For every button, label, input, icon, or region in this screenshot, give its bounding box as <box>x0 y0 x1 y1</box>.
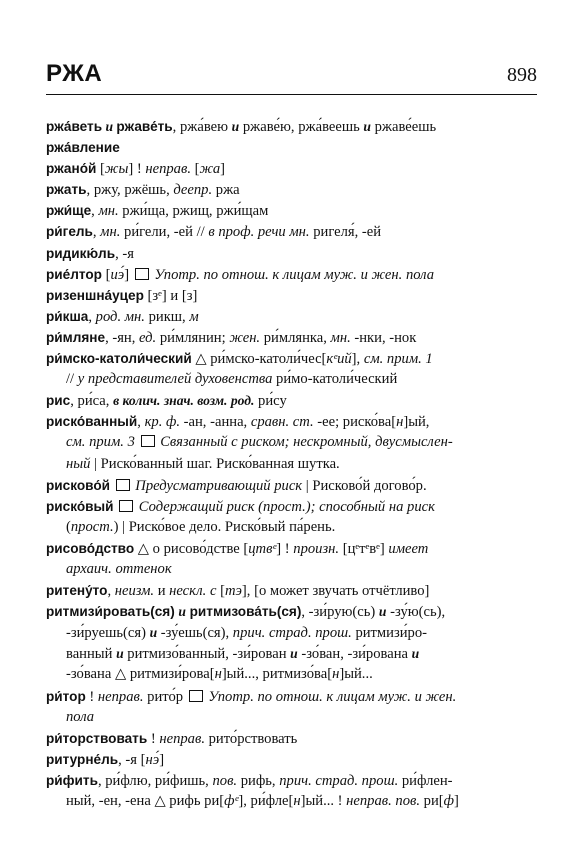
text-line <box>46 728 538 749</box>
text-segment: н <box>293 793 301 809</box>
text-segment: ригеля́, -ей <box>309 224 382 241</box>
text-segment: нэ́ <box>145 751 160 768</box>
running-head-word: РЖА <box>46 60 103 87</box>
text-segment: [ <box>190 161 200 178</box>
text-segment: ]ый, <box>403 414 430 431</box>
text-segment: ржа <box>212 182 240 199</box>
text-line <box>46 432 538 453</box>
text-segment: -зо́ван, -зи́рована <box>297 646 412 663</box>
header-rule <box>46 94 537 95</box>
text-segment: [ <box>101 266 111 283</box>
text-segment: , -я [ <box>118 751 146 768</box>
text-segment: мн. <box>330 329 351 346</box>
headword: рисково́й <box>46 477 110 493</box>
text-segment: -зу́ю(сь), <box>386 604 446 621</box>
headword: ри́мско-католи́ческий <box>46 351 192 367</box>
text-segment: прич. страд. прош. <box>232 625 352 642</box>
headword: ри́кша <box>46 308 89 324</box>
text-segment: ри́мо-католи́ческий <box>272 371 398 388</box>
text-segment: мн. <box>100 224 121 241</box>
text-segment: рито́р <box>143 688 187 705</box>
text-segment: архаич. оттенок <box>66 560 172 577</box>
text-segment: ]ый... ! <box>300 793 347 809</box>
text-line <box>46 538 538 559</box>
text-segment: ри́су <box>254 393 287 410</box>
headword: ри́мляне <box>46 329 106 345</box>
text-segment: ри́млянка, <box>260 329 331 346</box>
text-segment: -ан, -анна, <box>180 414 251 431</box>
text-segment: и <box>290 646 298 662</box>
text-segment: ] <box>124 266 133 283</box>
headword: риско́ванный <box>46 414 138 430</box>
text-segment: фᵉ <box>224 793 239 809</box>
text-segment: ], <box>351 351 364 368</box>
text-line <box>46 475 538 496</box>
text-line <box>46 411 538 432</box>
text-segment: ], [о может звучать отчётливо] <box>241 583 430 600</box>
text-segment: -зи́руешь(ся) <box>66 625 150 642</box>
text-segment: и <box>231 119 240 134</box>
text-segment: [ <box>96 161 105 178</box>
text-segment: ( <box>66 518 71 535</box>
text-segment <box>110 478 114 494</box>
text-segment: рифь, <box>237 772 280 789</box>
text-line <box>46 496 538 517</box>
headword: ритмизова́ть(ся) <box>189 604 302 620</box>
text-line <box>46 686 538 707</box>
text-segment: н <box>396 414 404 431</box>
text-segment: ] <box>220 161 226 178</box>
text-segment: ный, -ен, -ена △ рифь ри[ <box>66 793 225 809</box>
box-icon <box>189 690 203 702</box>
text-line <box>46 622 538 643</box>
text-segment: в проф. речи мн. <box>208 224 310 241</box>
text-segment: , <box>88 308 96 325</box>
text-line <box>46 179 538 200</box>
text-segment: Предусматривающий риск <box>131 477 303 494</box>
text-segment: ! <box>147 730 160 747</box>
text-segment: [зᵉ] и [з] <box>143 287 198 304</box>
headword: ри́гель <box>46 224 93 240</box>
text-segment: и <box>178 604 186 620</box>
headword: ржи́ще <box>46 203 92 219</box>
text-segment: рикш, <box>144 308 190 325</box>
headword: ржано́й <box>46 161 97 177</box>
headword: ри́фить <box>46 772 98 788</box>
box-icon <box>135 268 149 280</box>
text-segment: | Рисково́й догово́р. <box>302 477 427 494</box>
box-icon <box>119 500 133 512</box>
headword: ржать <box>46 182 87 198</box>
text-segment: и <box>154 583 170 600</box>
text-segment: ритмизи́ро- <box>351 625 428 642</box>
text-segment: ) | Риско́вое дело. Риско́вый па́рень. <box>113 518 336 535</box>
headword: рисово́дство <box>46 540 135 556</box>
text-segment: неизм. <box>114 583 155 600</box>
text-segment: прич. страд. прош. <box>279 772 399 789</box>
text-segment: кр. ф. <box>144 414 181 431</box>
text-segment: пов. <box>212 772 238 789</box>
text-segment <box>113 499 117 515</box>
text-line <box>46 580 538 601</box>
text-segment: н <box>332 666 340 683</box>
text-line <box>46 749 538 770</box>
text-segment: рито́рствовать <box>204 730 298 747</box>
text-segment: см. прим. 1 <box>363 351 433 368</box>
text-segment: ] <box>454 793 459 809</box>
text-segment: -ее; риско́ва[ <box>313 414 397 431</box>
headword: ржа́вление <box>46 140 120 156</box>
headword: ри́торствовать <box>46 730 148 746</box>
text-line <box>46 116 538 137</box>
text-segment: ] ! <box>128 161 146 178</box>
text-segment: ]ый... <box>339 666 373 683</box>
text-line <box>46 137 538 158</box>
text-segment <box>135 434 139 450</box>
text-segment: и <box>149 625 158 641</box>
text-segment: -нки, -нок <box>350 329 417 346</box>
text-segment: жы <box>104 161 129 178</box>
text-segment: деепр. <box>173 182 213 199</box>
headword: ритурне́ль <box>46 751 119 767</box>
text-segment: ритмизо́ванный, -зи́рован <box>123 646 291 663</box>
text-line <box>46 306 538 327</box>
text-segment: , ри́флю, ри́фишь, <box>97 772 213 789</box>
text-segment: имеет <box>388 540 429 557</box>
text-segment: неправ. <box>145 161 191 178</box>
text-segment: прост. <box>70 518 114 535</box>
text-segment: , -ян, <box>105 329 140 346</box>
text-segment: тэ <box>224 583 242 600</box>
text-segment: , <box>91 203 99 220</box>
text-line <box>46 643 538 664</box>
text-segment: ! <box>85 688 98 705</box>
text-segment: ванный <box>66 646 117 663</box>
text-segment: мн. <box>98 203 119 220</box>
text-segment: -зо́вана △ ритмизи́рова[ <box>66 666 215 683</box>
text-segment: неправ. пов. <box>346 793 420 809</box>
text-line <box>46 158 538 179</box>
text-segment: и <box>411 646 420 662</box>
headword: риско́вый <box>46 498 114 514</box>
text-segment: ри[ <box>420 793 444 809</box>
text-segment: у представителей духовенства <box>77 371 273 388</box>
page-header <box>46 60 537 88</box>
text-segment: Употр. по отнош. к лицам муж. и жен. <box>204 688 457 705</box>
text-segment: , <box>137 414 145 431</box>
headword: ридикю́ль <box>46 245 116 261</box>
text-line <box>46 200 538 221</box>
text-segment: ный <box>66 455 91 472</box>
text-line <box>46 369 538 390</box>
text-segment: , <box>107 583 115 600</box>
text-segment: ржи́ща, ржищ, ржи́щам <box>118 203 269 220</box>
text-segment: жа <box>199 161 221 178</box>
text-segment: произн. <box>293 540 340 557</box>
text-segment: , ржу, ржёшь, <box>86 182 174 199</box>
box-icon <box>116 479 130 491</box>
text-line <box>46 791 538 812</box>
text-segment: цтвᵉ <box>248 540 277 557</box>
text-segment: м <box>189 308 199 325</box>
text-segment: ед. <box>139 329 157 346</box>
headword: ризеншна́уцер <box>46 287 144 303</box>
text-segment: ржаве́ю, ржа́веешь <box>239 119 364 135</box>
text-segment: Связанный с риском; нескромный, двусмыслен- <box>156 434 453 451</box>
text-segment: и <box>378 604 387 620</box>
text-segment: пола <box>66 708 95 725</box>
text-segment: н <box>214 666 222 683</box>
headword: ржа́веть <box>46 119 103 134</box>
text-segment: ], ри́фле[ <box>238 793 294 809</box>
text-line <box>46 327 538 348</box>
text-segment: [цᵉтᵉвᵉ] <box>339 540 389 557</box>
text-segment: неправ. <box>159 730 205 747</box>
text-segment: и <box>363 119 371 134</box>
text-segment: , ри́са, <box>70 393 114 410</box>
text-segment: , ржа́вею <box>172 119 232 135</box>
text-line <box>46 454 538 475</box>
text-segment: род. мн. <box>95 308 145 325</box>
text-segment: кᵉий <box>326 351 352 368</box>
text-line <box>46 601 538 622</box>
text-segment: △ о рисово́дстве [ <box>134 540 249 557</box>
text-segment: неправ. <box>97 688 144 705</box>
text-segment: и <box>116 646 124 662</box>
text-segment: Употр. по отнош. к лицам муж. и жен. пола <box>150 266 435 283</box>
text-line <box>46 707 538 728</box>
text-segment: ри́млянин; <box>156 329 230 346</box>
text-segment: ]ый..., ритмизо́ва[ <box>221 666 333 683</box>
headword: рие́лтор <box>46 266 102 282</box>
headword: ритмизи́ровать(ся) <box>46 604 175 620</box>
text-segment: см. прим. 3 <box>66 434 135 451</box>
text-segment: жен. <box>229 329 261 346</box>
box-icon <box>141 435 155 447</box>
text-segment: [ <box>216 583 225 600</box>
text-line <box>46 390 538 411</box>
text-segment: Содержащий риск (прост.); способный на риск <box>135 498 435 515</box>
text-segment: , <box>92 224 101 241</box>
headword: ри́тор <box>46 688 86 704</box>
text-segment: ] ! <box>276 540 294 557</box>
text-segment: // <box>66 371 78 388</box>
text-segment: иэ́ <box>110 266 125 283</box>
text-segment: -зу́ешь(ся), <box>157 625 233 642</box>
headword: ритену́то <box>46 583 108 599</box>
text-line <box>46 264 538 285</box>
text-line <box>46 243 538 264</box>
text-segment: нескл. с <box>169 583 217 600</box>
text-segment: | Риско́ванный шаг. Риско́ванная шутка. <box>90 455 340 472</box>
text-segment: , -я <box>115 245 134 262</box>
text-line <box>46 285 538 306</box>
text-segment: в колич. знач. возм. род. <box>113 393 255 409</box>
text-segment: △ ри́мско-католи́чес[ <box>191 351 327 368</box>
text-segment: , -зи́рую(сь) <box>301 604 379 621</box>
page-number: 898 <box>507 64 537 86</box>
text-line <box>46 664 538 685</box>
headword: рис <box>46 393 71 409</box>
text-line <box>46 348 538 369</box>
text-line <box>46 770 538 791</box>
text-line <box>46 221 538 242</box>
text-segment: ф <box>443 793 454 809</box>
headword: ржаве́ть <box>116 119 173 134</box>
text-line <box>46 517 538 538</box>
text-segment: и <box>102 119 117 134</box>
text-segment: ] <box>159 751 165 768</box>
text-segment: ржаве́ешь <box>370 119 437 135</box>
text-segment: ри́флен- <box>398 772 453 789</box>
dictionary-text <box>46 116 538 812</box>
text-segment: ри́гели, -ей // <box>120 224 209 241</box>
text-segment: сравн. ст. <box>250 414 314 431</box>
text-line <box>46 559 538 580</box>
